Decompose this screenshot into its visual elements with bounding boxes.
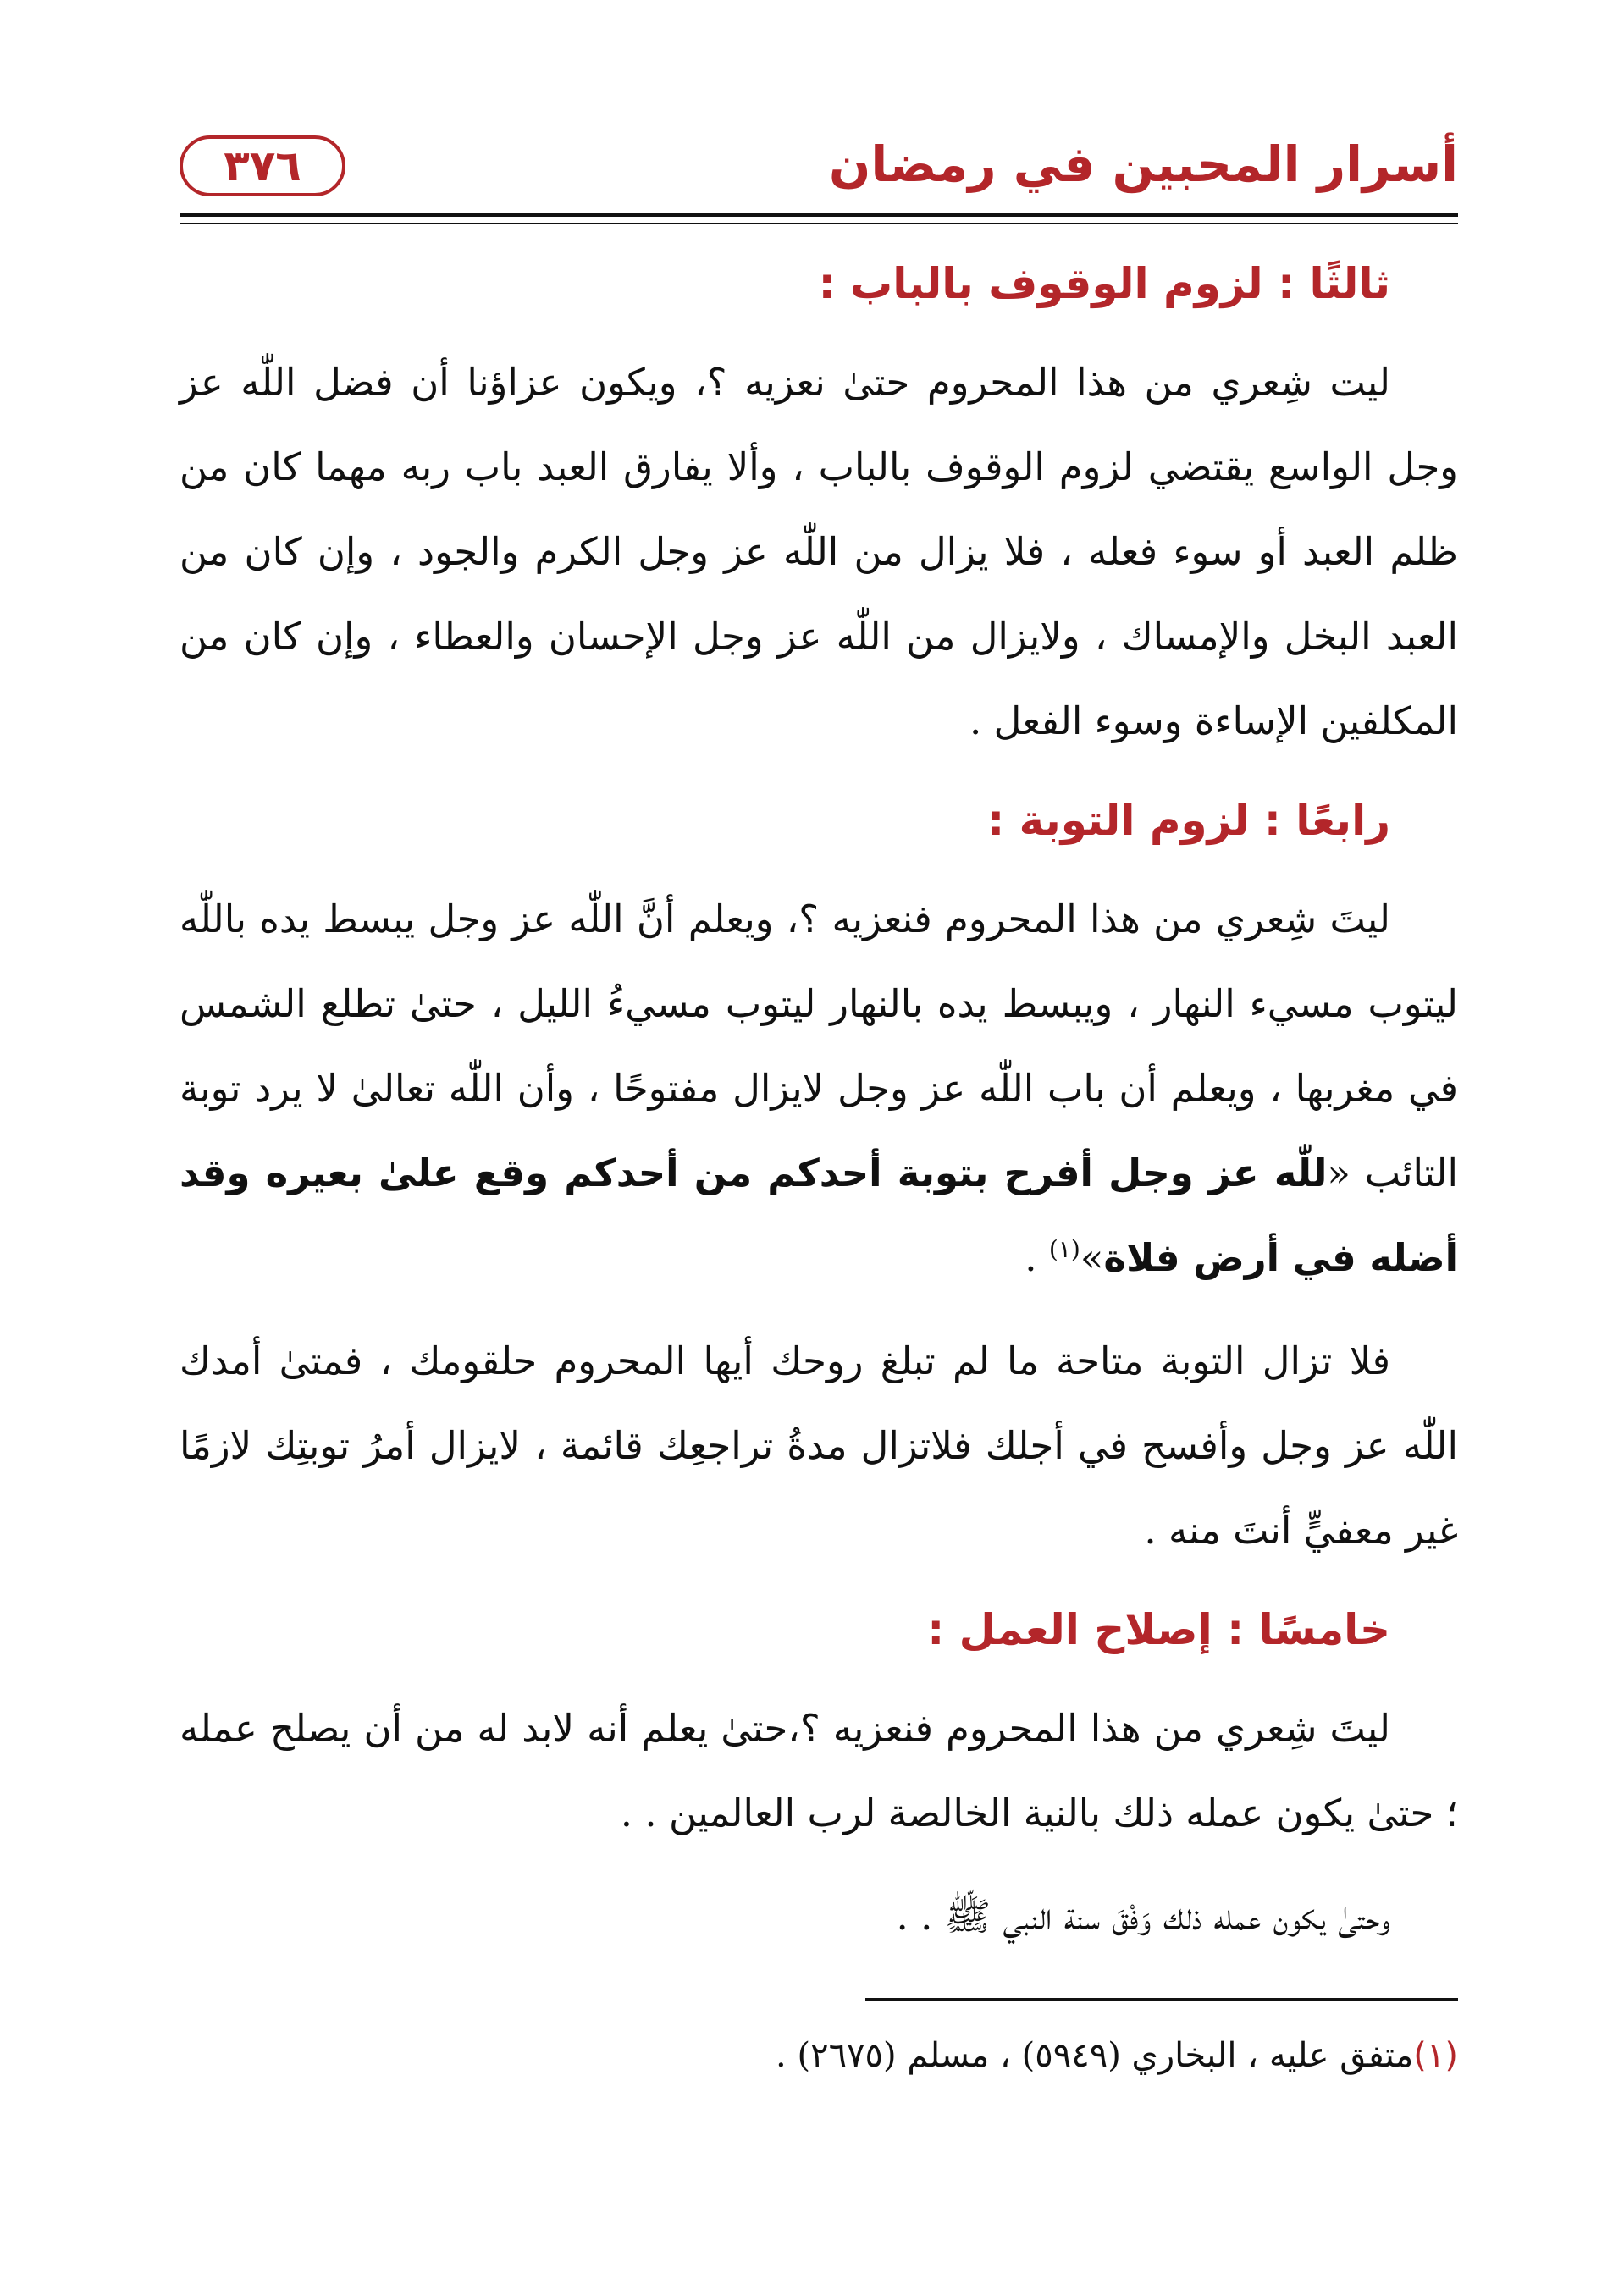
page-header	[180, 127, 1458, 203]
paragraph-text: ليتَ شِعري من هذا المحروم فنعزيه ؟، ويعلم أنَّ اللّٰه عز وجل يبسط يده باللّٰه ليتوب مسيء النهار ، ويبسط يده بالنهار ليتوب مسيءُ الليل ، حتىٰ تطلع الشمس في مغربها ، ويعلم أن باب اللّٰه عز وجل لايزال مفتوحًا ، وأن اللّٰه تعالىٰ لا يرد توبة التائب «	[180, 897, 1458, 1195]
paragraph-end: .	[1025, 1235, 1049, 1280]
footnote	[776, 2036, 1458, 2075]
section-label: رابعًا :	[1263, 796, 1390, 845]
section-title: لزوم التوبة :	[987, 796, 1250, 845]
book-title: أسرار المحبين في رمضان	[828, 135, 1458, 193]
quote-close: »	[1080, 1235, 1104, 1280]
footnote-number: (١)	[1413, 2036, 1458, 2075]
section-title: إصلاح العمل :	[927, 1605, 1212, 1654]
paragraph: ليت شِعري من هذا المحروم حتىٰ نعزيه ؟، ويكون عزاؤنا أن فضل اللّٰه عز وجل الواسع يقتضي لزوم الوقوف بالباب ، وألا يفارق العبد باب ربه مهما كان من ظلم العبد أو سوء فعله ، فلا يزال من اللّٰه عز وجل الكرم والجود ، وإن كان من العبد البخل والإمساك ، ولايزال من اللّٰه عز وجل الإحسان والعطاء ، وإن كان من المكلفين الإساءة وسوء الفعل .	[180, 360, 1458, 743]
footnote-reference: (١)	[1048, 1235, 1080, 1263]
section-heading-fifth	[180, 1592, 1458, 1668]
header-rule-thick	[180, 213, 1458, 217]
header-rule-thin	[180, 223, 1458, 224]
page-body	[180, 246, 1458, 1978]
section-title: لزوم الوقوف بالباب :	[818, 259, 1263, 308]
paragraph: وحتىٰ يكون عمله ذلك وَفْقَ سنة النبي ﷺ . .	[896, 1894, 1390, 1939]
paragraph-with-hadith	[180, 877, 1458, 1300]
page-number-badge: ٣٧٦	[180, 135, 345, 196]
hadith-quote: للّٰه عز وجل أفرح بتوبة أحدكم من أحدكم وقع علىٰ بعيره وقد أضله في أرض فلاة	[180, 1151, 1458, 1280]
section-heading-third	[180, 246, 1458, 322]
footnote-text: متفق عليه ، البخاري (٥٩٤٩) ، مسلم (٢٦٧٥) .	[776, 2036, 1414, 2075]
section-label: ثالثًا :	[1278, 259, 1390, 308]
section-label: خامسًا :	[1227, 1605, 1390, 1654]
paragraph: ليتَ شِعري من هذا المحروم فنعزيه ؟،حتىٰ يعلم أنه لابد له من أن يصلح عمله ؛ حتىٰ يكون عمله ذلك بالنية الخالصة لرب العالمين . .	[180, 1706, 1458, 1835]
section-heading-fourth	[180, 782, 1458, 858]
paragraph: فلا تزال التوبة متاحة ما لم تبلغ روحك أيها المحروم حلقومك ، فمتىٰ أمدك اللّٰه عز وجل وأفسح في أجلك فلاتزال مدةُ تراجعِك قائمة ، لايزال أمرُ توبتِك لازمًا غير معفيٍّ أنتَ منه .	[180, 1338, 1458, 1553]
